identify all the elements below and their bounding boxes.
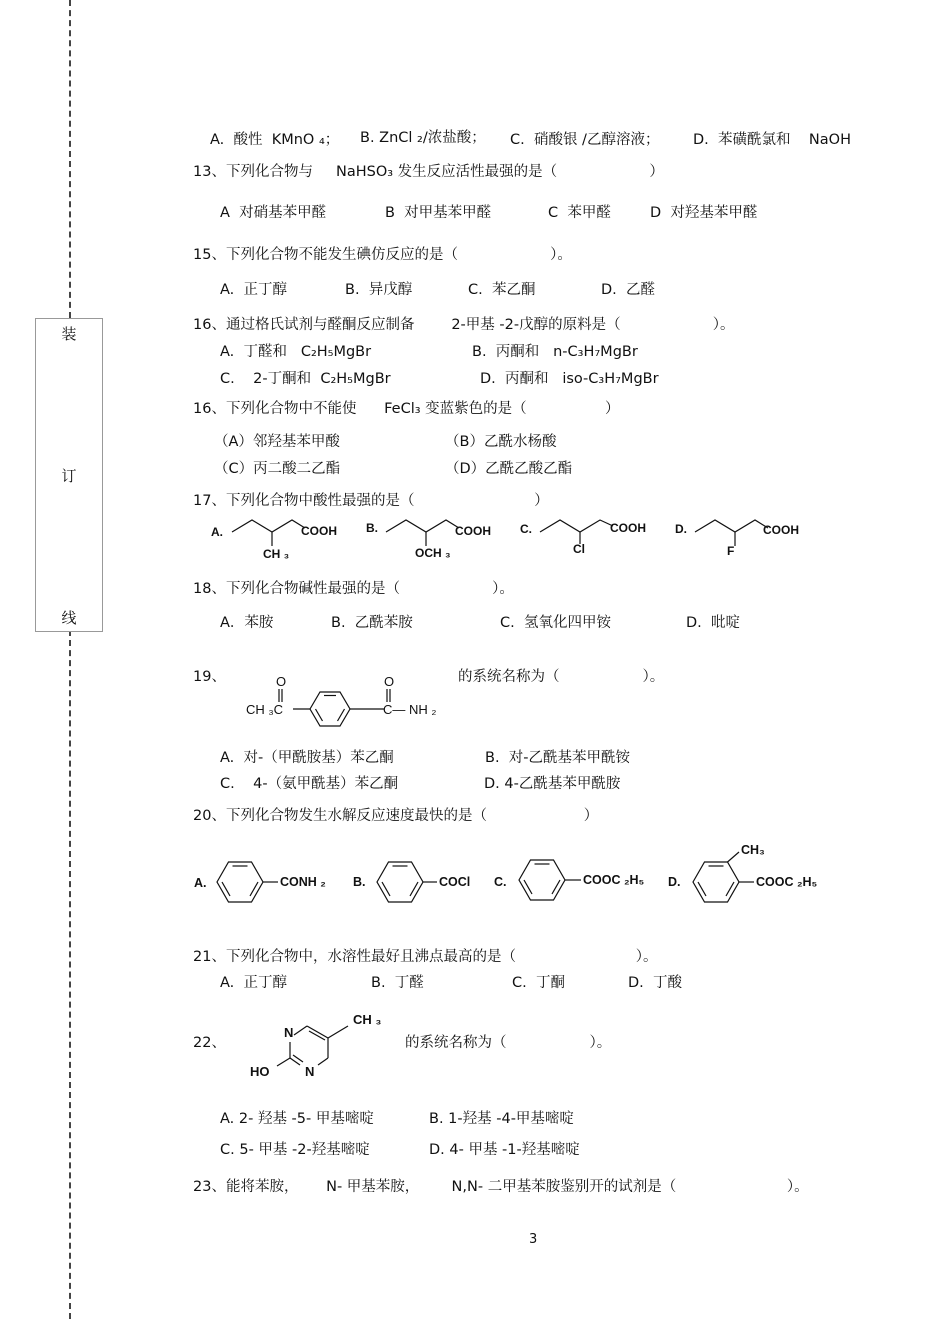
- q17-b-cooh: COOH: [455, 524, 491, 538]
- q20-d-methyl: CH₃: [741, 843, 765, 857]
- q20-c-ring: [519, 860, 565, 900]
- binding-dashed-line-top: [69, 0, 71, 318]
- q17-label-c: C.: [520, 522, 532, 536]
- q22-hydroxy: HO: [250, 1064, 270, 1079]
- q13-stem: 13、下列化合物与 NaHSO₃ 发生反应活性最强的是（ ）: [193, 164, 664, 180]
- q19-option-d: D. 4-乙酰基苯甲酰胺: [484, 776, 621, 792]
- q12-option-c: C. 硝酸银 /乙醇溶液；: [510, 132, 660, 148]
- q17-b-substituent: OCH ₃: [415, 546, 451, 560]
- q20-d-group: COOC ₂H₅: [756, 875, 818, 889]
- q16a-option-a: A. 丁醛和 C₂H₅MgBr: [220, 344, 372, 360]
- q19-option-c: C. 4-（氨甲酰基）苯乙酮: [220, 776, 399, 792]
- q21-option-d: D. 丁酸: [628, 975, 682, 991]
- q17-label-b: B.: [366, 521, 378, 535]
- q17-stem: 17、下列化合物中酸性最强的是（ ）: [193, 493, 549, 509]
- q13-option-b: B 对甲基苯甲醛: [385, 205, 492, 221]
- binding-char-1: 装: [61, 325, 77, 343]
- q17-structures: [205, 512, 865, 568]
- q12-option-d: D. 苯磺酰氯和 NaOH: [693, 132, 851, 148]
- q19-oxygen-right: O: [384, 674, 395, 689]
- q17-c-substituent: Cl: [573, 542, 585, 556]
- q20-label-b: B.: [353, 875, 366, 889]
- q20-label-a: A.: [194, 876, 207, 890]
- page-number: 3: [529, 1232, 538, 1247]
- q16b-option-d: （D）乙酰乙酸乙酯: [445, 461, 573, 477]
- q17-d-cooh: COOH: [763, 523, 799, 537]
- q22-nitrogen-1: N: [284, 1025, 294, 1040]
- q23-stem: 23、能将苯胺， N- 甲基苯胺， N,N- 二甲基苯胺鉴别开的试剂是（ ）。: [193, 1179, 809, 1195]
- q15-stem: 15、下列化合物不能发生碘仿反应的是（ ）。: [193, 247, 572, 263]
- q13-option-c: C 苯甲醛: [548, 205, 611, 221]
- q17-label-d: D.: [675, 522, 687, 536]
- q20-b-group: COCl: [439, 875, 471, 889]
- q22-stem: 的系统名称为（ ）。: [405, 1035, 612, 1051]
- q22-structure: [245, 1008, 395, 1083]
- q20-structures: [190, 840, 870, 910]
- q15-option-c: C. 苯乙酮: [468, 282, 536, 298]
- q15-option-a: A. 正丁醇: [220, 282, 287, 298]
- q16b-option-b: （B）乙酰水杨酸: [445, 434, 557, 450]
- q20-a-group: CONH ₂: [280, 875, 326, 889]
- q19-stem: 的系统名称为（ ）。: [458, 669, 665, 685]
- q19-structure: [240, 668, 450, 738]
- q18-option-b: B. 乙酰苯胺: [331, 615, 413, 631]
- q20-d-ring: [693, 862, 739, 902]
- q16a-option-b: B. 丙酮和 n-C₃H₇MgBr: [472, 344, 638, 360]
- q19-option-a: A. 对-（甲酰胺基）苯乙酮: [220, 750, 394, 766]
- q22-option-d: D. 4- 甲基 -1-羟基嘧啶: [429, 1142, 580, 1158]
- q18-option-c: C. 氢氧化四甲铵: [500, 615, 611, 631]
- q12-option-b: B. ZnCl ₂/浓盐酸；: [360, 130, 486, 146]
- q19-amide-label: C— NH ₂: [383, 702, 437, 717]
- q16a-option-c: C. 2-丁酮和 C₂H₅MgBr: [220, 371, 391, 387]
- q20-label-c: C.: [494, 875, 507, 889]
- q17-a-cooh: COOH: [301, 524, 337, 538]
- q16a-option-d: D. 丙酮和 iso-C₃H₇MgBr: [480, 371, 659, 387]
- q19-acetyl-label: CH ₃C: [246, 702, 284, 717]
- q20-a-ring: [217, 862, 263, 902]
- q13-option-a: A 对硝基苯甲醛: [220, 205, 327, 221]
- q21-option-b: B. 丁醛: [371, 975, 424, 991]
- binding-dashed-line-bottom: [69, 630, 71, 1319]
- q21-stem: 21、下列化合物中，水溶性最好且沸点最高的是（ ）。: [193, 949, 658, 965]
- q20-label-d: D.: [668, 875, 681, 889]
- q22-option-b: B. 1-羟基 -4-甲基嘧啶: [429, 1111, 574, 1127]
- q16b-option-c: （C）丙二酸二乙酯: [214, 461, 341, 477]
- q17-label-a: A.: [211, 525, 223, 539]
- binding-char-2: 订: [61, 467, 77, 485]
- q17-b-chain: [386, 520, 459, 532]
- q16b-option-a: （A）邻羟基苯甲酸: [214, 434, 340, 450]
- q15-option-d: D. 乙醛: [601, 282, 655, 298]
- q17-c-cooh: COOH: [610, 521, 646, 535]
- binding-box: [35, 318, 103, 632]
- q21-option-a: A. 正丁醇: [220, 975, 287, 991]
- q19-oxygen-left: O: [276, 674, 287, 689]
- q17-d-chain: [695, 520, 768, 532]
- q22-methyl: CH ₃: [353, 1012, 382, 1027]
- q20-b-ring: [377, 862, 423, 902]
- q22-option-a: A. 2- 羟基 -5- 甲基嘧啶: [220, 1111, 374, 1127]
- q22-nitrogen-3: N: [305, 1064, 315, 1079]
- q19-option-b: B. 对-乙酰基苯甲酰铵: [485, 750, 631, 766]
- q21-option-c: C. 丁酮: [512, 975, 565, 991]
- q15-option-b: B. 异戊醇: [345, 282, 413, 298]
- q20-c-group: COOC ₂H₅: [583, 873, 645, 887]
- q13-option-d: D 对羟基苯甲醛: [650, 205, 758, 221]
- q17-c-chain: [540, 520, 613, 532]
- q17-a-substituent: CH ₃: [263, 547, 290, 561]
- binding-char-3: 线: [61, 609, 77, 627]
- q18-option-a: A．苯胺: [220, 615, 274, 631]
- q16b-stem: 16、下列化合物中不能使 FeCl₃ 变蓝紫色的是（ ）: [193, 401, 620, 417]
- q22-number: 22、: [193, 1035, 226, 1051]
- q17-a-chain: [232, 520, 305, 532]
- q12-option-a: A. 酸性 KMnO ₄；: [210, 132, 340, 148]
- q18-option-d: D. 吡啶: [686, 615, 740, 631]
- q16a-stem: 16、通过格氏试剂与醛酮反应制备 2-甲基 -2-戊醇的原料是（ ）。: [193, 317, 735, 333]
- q18-stem: 18、下列化合物碱性最强的是（ ）。: [193, 581, 514, 597]
- q17-d-substituent: F: [727, 544, 735, 558]
- q19-number: 19、: [193, 669, 226, 685]
- q20-stem: 20、下列化合物发生水解反应速度最快的是（ ）: [193, 808, 599, 824]
- q22-option-c: C. 5- 甲基 -2-羟基嘧啶: [220, 1142, 370, 1158]
